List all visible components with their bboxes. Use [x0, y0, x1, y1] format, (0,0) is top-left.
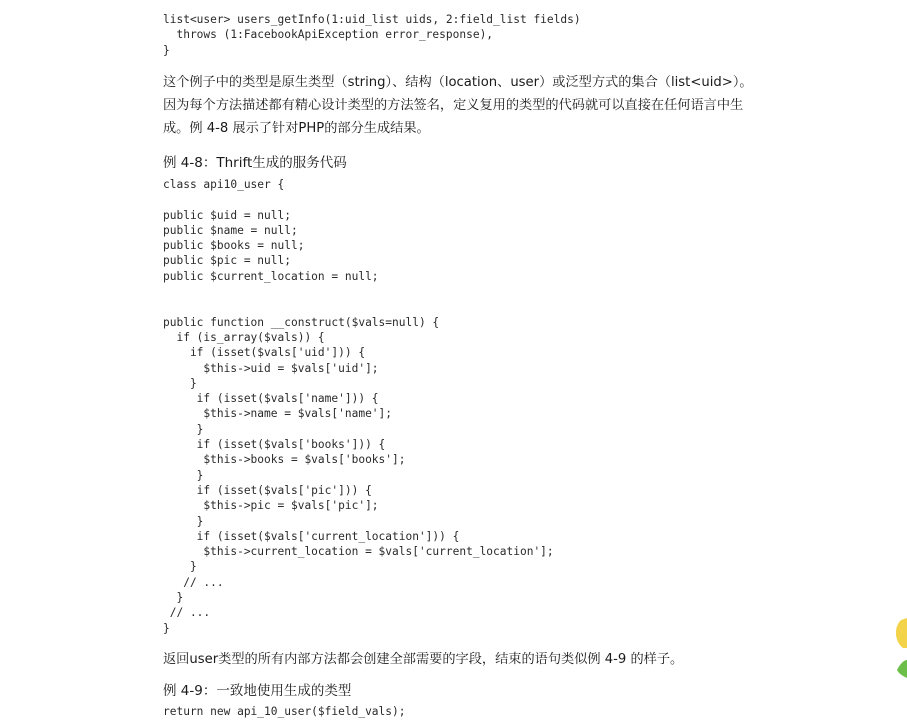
- example-caption-4-9: 例 4-9：一致地使用生成的类型: [163, 683, 352, 699]
- code-block-api10-user-class: class api10_user { public $uid = null; public $name = null; public $books = null; public $pic = null; public $current_location = null; public function __construct($vals=null) { if (is_array($vals)) { if (isset($vals['uid'])) { $this->uid = $vals['uid']; } if (isset($vals['name'])) { $this->name = $vals['name']; } if (isset($vals['books'])) { $this->books = $vals['books']; } if (isset($vals['pic'])) { $this->pic = $vals['pic']; } if (isset($vals['current_location'])) { $this->current_location = $vals['current_location']; } // ... } // ... }: [163, 178, 554, 635]
- example-caption-4-8: 例 4-8：Thrift生成的服务代码: [163, 155, 347, 171]
- decorative-leaf-icon: [887, 610, 907, 690]
- body-paragraph-types: 这个例子中的类型是原生类型（string）、结构（location、user）或泛型方式的集合（list<uid>）。因为每个方法描述都有精心设计类型的方法签名，定义复用的类型的代码就可以直接在任何语言中生成。例 4-8 展示了针对PHP的部分生成结果。: [163, 75, 753, 136]
- code-block-return-statement: return new api_10_user($field_vals);: [163, 705, 406, 718]
- body-paragraph-user-type: 返回user类型的所有内部方法都会创建全部需要的字段，结束的语句类似例 4-9 的样子。: [163, 652, 684, 667]
- code-block-users-getinfo: list<user> users_getInfo(1:uid_list uids, 2:field_list fields) throws (1:FacebookApiException error_response), }: [163, 13, 581, 57]
